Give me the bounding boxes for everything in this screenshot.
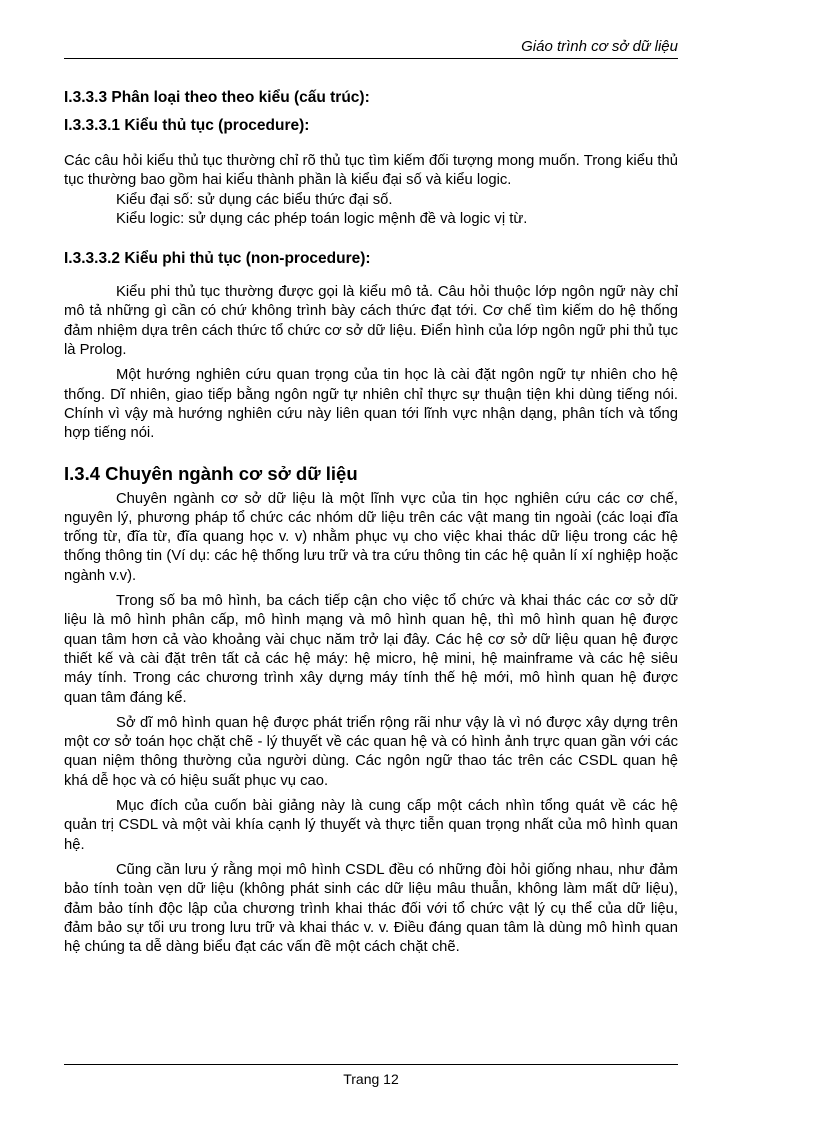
paragraph: Chuyên ngành cơ sở dữ liệu là một lĩnh vực của tin học nghiên cứu các cơ chế, nguyên lý, phương pháp tổ chức các nhóm dữ liệu trên các vật mang tin ngoài (các loại đĩa trống từ, đĩa từ, đĩa quang học v. v) nhằm phục vụ cho việc khai thác dữ liệu trong các hệ thống thông tin (Ví dụ: các hệ thống lưu trữ và tra cứu thông tin các hệ quản lí xí nghiệp hoặc ngành v.v). bbox=[64, 490, 678, 584]
section-heading: I.3.3.3 Phân loại theo theo kiểu (cấu trúc): bbox=[64, 89, 370, 106]
paragraph: Các câu hỏi kiểu thủ tục thường chỉ rõ thủ tục tìm kiếm đối tượng mong muốn. Trong kiểu thủ tục thường bao gồm hai kiểu thành phần là kiểu đại số và kiểu logic. bbox=[64, 153, 678, 189]
page-number: Trang 12 bbox=[343, 1071, 399, 1087]
paragraph: Kiểu phi thủ tục thường được gọi là kiểu mô tả. Câu hỏi thuộc lớp ngôn ngữ này chỉ mô tả những gì cần có chứ không trình bày cách thức đạt tới. Cơ chế tìm kiếm do hệ thống đảm nhiệm dựa trên cách thức tổ chức cơ sở dữ liệu. Điển hình của lớp ngôn ngữ phi thủ tục là Prolog. bbox=[64, 284, 678, 359]
document-body bbox=[64, 88, 678, 957]
subsection-heading: I.3.3.3.2 Kiểu phi thủ tục (non-procedure): bbox=[64, 250, 371, 268]
paragraph: Kiểu đại số: sử dụng các biểu thức đại số. bbox=[116, 191, 393, 208]
page-header bbox=[64, 36, 678, 59]
subsection-heading: I.3.3.3.1 Kiểu thủ tục (procedure): bbox=[64, 117, 310, 134]
header-title: Giáo trình cơ sở dữ liệu bbox=[521, 38, 678, 55]
paragraph: Trong số ba mô hình, ba cách tiếp cận cho việc tổ chức và khai thác các cơ sở dữ liệu là mô hình phân cấp, mô hình mạng và mô hình quan hệ, thì mô hình quan hệ được quan tâm hơn cả vào khoảng vài chục năm trở lại đây. Các hệ cơ sở dữ liệu quan hệ được thiết kế và cài đặt trên tất cả các hệ máy: hệ micro, hệ mini, hệ mainframe và các hệ siêu máy tính. Trong các chương trình xây dựng máy tính thế hệ mới, mô hình quan hệ được quan tâm đáng kể. bbox=[64, 593, 678, 706]
page-footer bbox=[64, 1064, 678, 1087]
paragraph: Mục đích của cuốn bài giảng này là cung cấp một cách nhìn tổng quát về các hệ quản trị CSDL và một vài khía cạnh lý thuyết và thực tiễn quan trọng nhất của mô hình quan hệ. bbox=[64, 798, 678, 853]
paragraph: Kiểu logic: sử dụng các phép toán logic mệnh đề và logic vị từ. bbox=[116, 210, 528, 227]
paragraph: Cũng cần lưu ý rằng mọi mô hình CSDL đều có những đòi hỏi giống nhau, như đảm bảo tính toàn vẹn dữ liệu (không phát sinh các dữ liệu mâu thuẫn, không làm mất dữ liệu), đảm bảo tính độc lập của chương trình khai thác đối với tổ chức vật lý cụ thể của dữ liệu, đảm bảo sự tối ưu trong lưu trữ và khai thác v. v. Điều đáng quan tâm là dùng mô hình quan hệ chúng ta dễ dàng biểu đạt các vấn đề một cách chặt chẽ. bbox=[64, 861, 678, 956]
paragraph: Sở dĩ mô hình quan hệ được phát triển rộng rãi như vậy là vì nó được xây dựng trên một cơ sở toán học chặt chẽ - lý thuyết về các quan hệ và có hình ảnh trực quan gần với các quan niệm thông thường của người dùng. Các ngôn ngữ thao tác trên các CSDL quan hệ khá dễ học và có hiệu suất phục vụ cao. bbox=[64, 714, 678, 789]
paragraph: Một hướng nghiên cứu quan trọng của tin học là cài đặt ngôn ngữ tự nhiên cho hệ thống. Dĩ nhiên, giao tiếp bằng ngôn ngữ tự nhiên chỉ thực sự thuận tiện khi dùng tiếng nói. Chính vì vậy mà hướng nghiên cứu này liên quan tới lĩnh vực nhận dạng, phân tích và tổng hợp tiếng nói. bbox=[64, 367, 678, 442]
section-heading: I.3.4 Chuyên ngành cơ sở dữ liệu bbox=[64, 462, 358, 484]
